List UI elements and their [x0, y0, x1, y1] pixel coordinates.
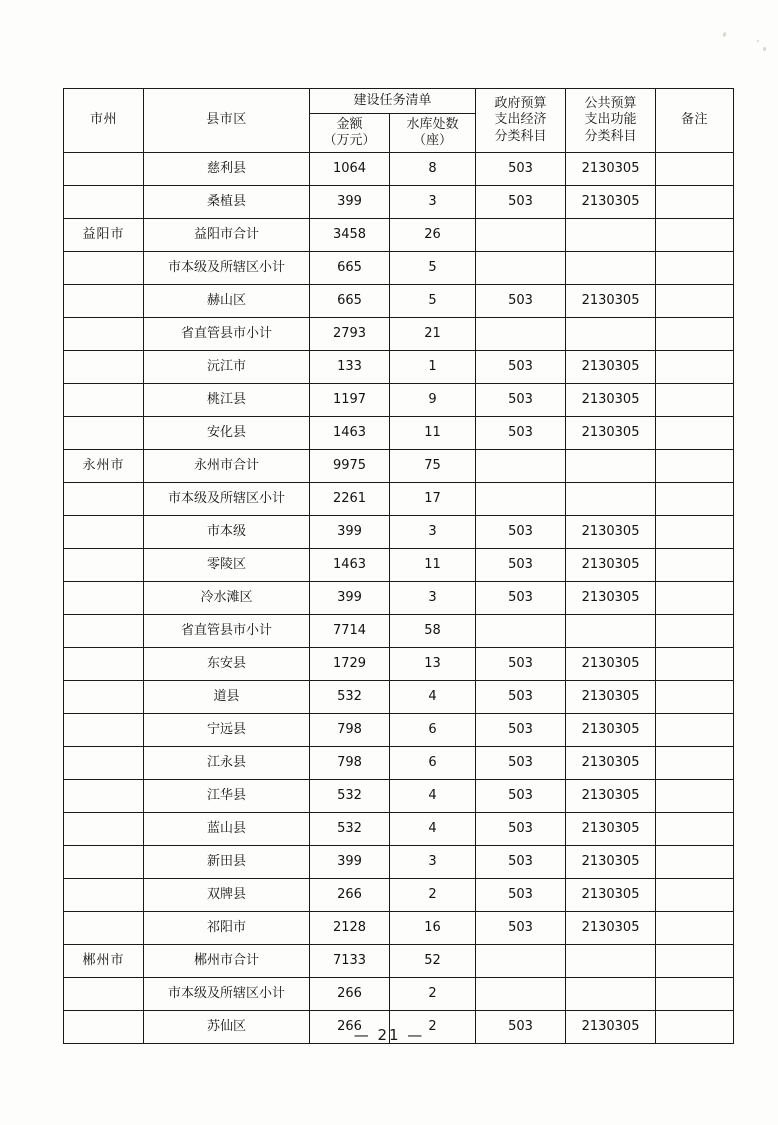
- cell-city: [64, 516, 144, 549]
- cell-econ-subject: [476, 219, 566, 252]
- cell-amount: 1463: [310, 549, 390, 582]
- header-task-list-group: 建设任务清单: [310, 89, 476, 114]
- cell-reservoir-count: 11: [390, 549, 476, 582]
- cell-city: [64, 318, 144, 351]
- cell-amount: 266: [310, 978, 390, 1011]
- page-number: — 21 —: [353, 1026, 425, 1044]
- cell-county: 蓝山县: [144, 813, 310, 846]
- cell-city: [64, 681, 144, 714]
- cell-reservoir-count: 58: [390, 615, 476, 648]
- cell-econ-subject: [476, 978, 566, 1011]
- table-body: [64, 153, 734, 1044]
- table-row: [64, 747, 734, 780]
- cell-note: [656, 516, 734, 549]
- cell-amount: 1463: [310, 417, 390, 450]
- header-count-line2: （座）: [413, 133, 453, 148]
- cell-func-subject: [566, 318, 656, 351]
- header-amount-line1: 金额: [336, 116, 363, 132]
- header-amount-line2: （万元）: [323, 133, 376, 148]
- cell-note: [656, 945, 734, 978]
- table-row: [64, 351, 734, 384]
- cell-func-subject: 2130305: [566, 879, 656, 912]
- cell-county: 市本级及所辖区小计: [144, 483, 310, 516]
- header-econ-line2: 支出经济: [494, 112, 547, 128]
- cell-func-subject: [566, 978, 656, 1011]
- cell-county: 新田县: [144, 846, 310, 879]
- cell-amount: 9975: [310, 450, 390, 483]
- cell-note: [656, 912, 734, 945]
- cell-econ-subject: 503: [476, 153, 566, 186]
- cell-note: [656, 615, 734, 648]
- cell-county: 省直管县市小计: [144, 318, 310, 351]
- cell-reservoir-count: 6: [390, 747, 476, 780]
- cell-county: 慈利县: [144, 153, 310, 186]
- cell-county: 永州市合计: [144, 450, 310, 483]
- cell-city: 郴州市: [64, 945, 144, 978]
- cell-reservoir-count: 1: [390, 351, 476, 384]
- cell-econ-subject: 503: [476, 879, 566, 912]
- cell-county: 冷水滩区: [144, 582, 310, 615]
- cell-note: [656, 549, 734, 582]
- cell-econ-subject: 503: [476, 714, 566, 747]
- cell-city: [64, 153, 144, 186]
- cell-reservoir-count: 4: [390, 681, 476, 714]
- header-func-subject: [566, 89, 656, 153]
- cell-func-subject: [566, 450, 656, 483]
- cell-county: 江永县: [144, 747, 310, 780]
- cell-county: 双牌县: [144, 879, 310, 912]
- cell-econ-subject: 503: [476, 813, 566, 846]
- cell-county: 零陵区: [144, 549, 310, 582]
- cell-econ-subject: 503: [476, 648, 566, 681]
- header-count-line1: 水库处数: [406, 116, 459, 132]
- cell-note: [656, 846, 734, 879]
- cell-func-subject: 2130305: [566, 846, 656, 879]
- cell-amount: 1197: [310, 384, 390, 417]
- cell-amount: 798: [310, 747, 390, 780]
- cell-econ-subject: 503: [476, 912, 566, 945]
- cell-econ-subject: 503: [476, 186, 566, 219]
- table-row: [64, 318, 734, 351]
- cell-reservoir-count: 5: [390, 252, 476, 285]
- cell-func-subject: 2130305: [566, 417, 656, 450]
- table-row: [64, 186, 734, 219]
- cell-city: [64, 978, 144, 1011]
- cell-amount: 1064: [310, 153, 390, 186]
- cell-note: [656, 384, 734, 417]
- cell-reservoir-count: 4: [390, 780, 476, 813]
- cell-note: [656, 780, 734, 813]
- cell-county: 赫山区: [144, 285, 310, 318]
- cell-econ-subject: 503: [476, 747, 566, 780]
- table-header: [64, 89, 734, 153]
- cell-city: [64, 384, 144, 417]
- cell-econ-subject: 503: [476, 351, 566, 384]
- cell-func-subject: 2130305: [566, 582, 656, 615]
- cell-reservoir-count: 52: [390, 945, 476, 978]
- cell-func-subject: 2130305: [566, 153, 656, 186]
- cell-reservoir-count: 2: [390, 978, 476, 1011]
- cell-amount: 1729: [310, 648, 390, 681]
- table-row: [64, 516, 734, 549]
- cell-reservoir-count: 21: [390, 318, 476, 351]
- cell-func-subject: 2130305: [566, 813, 656, 846]
- cell-econ-subject: [476, 252, 566, 285]
- cell-func-subject: 2130305: [566, 780, 656, 813]
- cell-county: 苏仙区: [144, 1011, 310, 1044]
- cell-econ-subject: [476, 318, 566, 351]
- scan-speck-icon: [757, 40, 759, 42]
- cell-reservoir-count: 11: [390, 417, 476, 450]
- cell-note: [656, 252, 734, 285]
- cell-county: 市本级: [144, 516, 310, 549]
- cell-note: [656, 219, 734, 252]
- cell-func-subject: 2130305: [566, 648, 656, 681]
- cell-reservoir-count: 3: [390, 186, 476, 219]
- cell-county: 益阳市合计: [144, 219, 310, 252]
- cell-county: 市本级及所辖区小计: [144, 252, 310, 285]
- cell-reservoir-count: 8: [390, 153, 476, 186]
- cell-reservoir-count: 6: [390, 714, 476, 747]
- cell-reservoir-count: 17: [390, 483, 476, 516]
- cell-amount: 532: [310, 681, 390, 714]
- cell-city: [64, 615, 144, 648]
- cell-econ-subject: 503: [476, 582, 566, 615]
- table-row: [64, 252, 734, 285]
- scan-speck-icon: [763, 47, 766, 51]
- table-row: [64, 681, 734, 714]
- cell-reservoir-count: 75: [390, 450, 476, 483]
- table-row: [64, 945, 734, 978]
- table-row: [64, 978, 734, 1011]
- cell-econ-subject: 503: [476, 1011, 566, 1044]
- table-row: [64, 384, 734, 417]
- cell-county: 安化县: [144, 417, 310, 450]
- cell-county: 郴州市合计: [144, 945, 310, 978]
- cell-amount: 399: [310, 846, 390, 879]
- cell-county: 市本级及所辖区小计: [144, 978, 310, 1011]
- cell-city: [64, 252, 144, 285]
- header-amount: [310, 114, 390, 153]
- cell-func-subject: [566, 945, 656, 978]
- table-row: [64, 648, 734, 681]
- cell-reservoir-count: 13: [390, 648, 476, 681]
- cell-city: [64, 186, 144, 219]
- cell-econ-subject: 503: [476, 780, 566, 813]
- cell-econ-subject: 503: [476, 516, 566, 549]
- table-row: [64, 912, 734, 945]
- header-note: 备注: [656, 89, 734, 153]
- cell-econ-subject: 503: [476, 285, 566, 318]
- cell-city: [64, 351, 144, 384]
- cell-func-subject: [566, 219, 656, 252]
- cell-func-subject: [566, 483, 656, 516]
- cell-city: [64, 879, 144, 912]
- cell-econ-subject: [476, 450, 566, 483]
- cell-func-subject: 2130305: [566, 747, 656, 780]
- cell-amount: 7714: [310, 615, 390, 648]
- cell-econ-subject: 503: [476, 846, 566, 879]
- table-row: [64, 285, 734, 318]
- cell-city: [64, 747, 144, 780]
- cell-econ-subject: [476, 483, 566, 516]
- cell-reservoir-count: 5: [390, 285, 476, 318]
- table-row: [64, 153, 734, 186]
- scan-speck-icon: [722, 32, 727, 38]
- cell-econ-subject: 503: [476, 549, 566, 582]
- cell-reservoir-count: 3: [390, 846, 476, 879]
- cell-econ-subject: 503: [476, 384, 566, 417]
- cell-func-subject: 2130305: [566, 681, 656, 714]
- cell-func-subject: [566, 615, 656, 648]
- cell-city: [64, 549, 144, 582]
- cell-note: [656, 186, 734, 219]
- header-city: 市州: [64, 89, 144, 153]
- cell-amount: 266: [310, 1011, 390, 1044]
- cell-amount: 665: [310, 285, 390, 318]
- cell-city: 益阳市: [64, 219, 144, 252]
- cell-econ-subject: 503: [476, 681, 566, 714]
- cell-county: 祁阳市: [144, 912, 310, 945]
- cell-note: [656, 285, 734, 318]
- cell-note: [656, 714, 734, 747]
- table-row: [64, 417, 734, 450]
- cell-func-subject: 2130305: [566, 351, 656, 384]
- table-row: [64, 615, 734, 648]
- header-econ-subject: [476, 89, 566, 153]
- cell-reservoir-count: 2: [390, 879, 476, 912]
- table-row: [64, 879, 734, 912]
- cell-city: [64, 813, 144, 846]
- cell-note: [656, 681, 734, 714]
- cell-city: 永州市: [64, 450, 144, 483]
- cell-city: [64, 582, 144, 615]
- cell-city: [64, 846, 144, 879]
- cell-reservoir-count: 3: [390, 582, 476, 615]
- cell-amount: 399: [310, 582, 390, 615]
- cell-amount: 665: [310, 252, 390, 285]
- cell-func-subject: 2130305: [566, 549, 656, 582]
- table-row: [64, 582, 734, 615]
- cell-func-subject: 2130305: [566, 1011, 656, 1044]
- cell-econ-subject: 503: [476, 417, 566, 450]
- header-econ-line1: 政府预算: [494, 96, 547, 112]
- cell-func-subject: 2130305: [566, 516, 656, 549]
- budget-allocation-table: [63, 88, 734, 1044]
- table-row: [64, 780, 734, 813]
- cell-note: [656, 648, 734, 681]
- table-row: [64, 450, 734, 483]
- cell-func-subject: 2130305: [566, 912, 656, 945]
- cell-county: 道县: [144, 681, 310, 714]
- cell-amount: 2261: [310, 483, 390, 516]
- cell-note: [656, 747, 734, 780]
- cell-note: [656, 978, 734, 1011]
- cell-reservoir-count: 3: [390, 516, 476, 549]
- cell-county: 桃江县: [144, 384, 310, 417]
- cell-amount: 7133: [310, 945, 390, 978]
- cell-reservoir-count: 4: [390, 813, 476, 846]
- cell-city: [64, 912, 144, 945]
- cell-note: [656, 417, 734, 450]
- cell-county: 宁远县: [144, 714, 310, 747]
- cell-county: 沅江市: [144, 351, 310, 384]
- cell-amount: 133: [310, 351, 390, 384]
- cell-reservoir-count: 16: [390, 912, 476, 945]
- cell-reservoir-count: 9: [390, 384, 476, 417]
- cell-amount: 399: [310, 516, 390, 549]
- cell-econ-subject: [476, 615, 566, 648]
- cell-amount: 266: [310, 879, 390, 912]
- cell-note: [656, 450, 734, 483]
- cell-amount: 532: [310, 813, 390, 846]
- cell-county: 桑植县: [144, 186, 310, 219]
- cell-func-subject: 2130305: [566, 186, 656, 219]
- header-func-line1: 公共预算: [584, 96, 637, 112]
- cell-reservoir-count: 26: [390, 219, 476, 252]
- table-row: [64, 483, 734, 516]
- cell-city: [64, 648, 144, 681]
- cell-city: [64, 483, 144, 516]
- cell-amount: 2793: [310, 318, 390, 351]
- cell-func-subject: 2130305: [566, 714, 656, 747]
- cell-note: [656, 318, 734, 351]
- cell-func-subject: 2130305: [566, 285, 656, 318]
- table-row: [64, 813, 734, 846]
- cell-reservoir-count: 2: [390, 1011, 476, 1044]
- cell-amount: 532: [310, 780, 390, 813]
- cell-amount: 399: [310, 186, 390, 219]
- cell-city: [64, 780, 144, 813]
- table-row: [64, 714, 734, 747]
- table-row: [64, 219, 734, 252]
- cell-amount: 798: [310, 714, 390, 747]
- cell-func-subject: [566, 252, 656, 285]
- cell-county: 江华县: [144, 780, 310, 813]
- cell-note: [656, 483, 734, 516]
- cell-func-subject: 2130305: [566, 384, 656, 417]
- header-func-line2: 支出功能: [584, 112, 637, 128]
- header-reservoir-count: [390, 114, 476, 153]
- cell-note: [656, 879, 734, 912]
- cell-note: [656, 153, 734, 186]
- header-county: 县市区: [144, 89, 310, 153]
- cell-city: [64, 417, 144, 450]
- cell-county: 东安县: [144, 648, 310, 681]
- cell-county: 省直管县市小计: [144, 615, 310, 648]
- cell-city: [64, 714, 144, 747]
- cell-note: [656, 813, 734, 846]
- cell-city: [64, 285, 144, 318]
- cell-amount: 3458: [310, 219, 390, 252]
- cell-econ-subject: [476, 945, 566, 978]
- header-econ-line3: 分类科目: [494, 128, 547, 144]
- cell-note: [656, 351, 734, 384]
- cell-note: [656, 582, 734, 615]
- table-row: [64, 846, 734, 879]
- table-row: [64, 549, 734, 582]
- header-func-line3: 分类科目: [584, 128, 637, 144]
- cell-amount: 2128: [310, 912, 390, 945]
